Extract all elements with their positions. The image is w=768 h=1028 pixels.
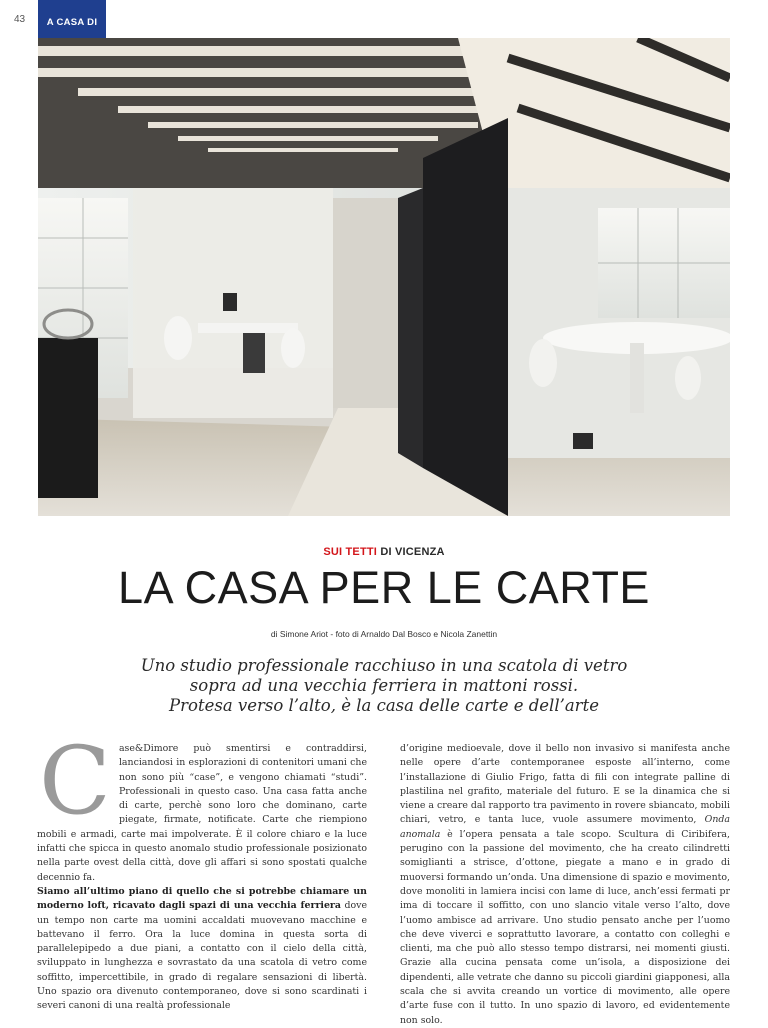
section-label: A CASA DI <box>46 17 98 28</box>
section-tab <box>38 0 106 38</box>
paragraph-art <box>400 742 730 1028</box>
kicker-highlight: SUI TETTI <box>323 546 378 558</box>
page-number: 43 <box>14 14 26 25</box>
deck-line-1: Uno studio professionale racchiuso in una scatola di vetro <box>140 656 628 675</box>
article-byline: di Simone Ariot - foto di Arnaldo Dal Bosco e Nicola Zanettin <box>270 629 498 639</box>
body-column-right <box>400 742 730 1028</box>
article-title: LA CASA PER LE CARTE <box>118 562 650 613</box>
paragraph-intro: ase&Dimore può smentirsi e contraddirsi, lanciandosi in esplorazioni di contenitori umani che non sono più “case”, e vengono chiamati “studi”. Professionali in questo caso. Una casa fatta anche di carte, perchè sono loro che dominano, carte piegate, firmate, notificate. Carte che riempiono mobili e armadi, carte mai impolverate. È il colore chiaro e la luce infatti che spicca in questo anomalo studio professionale posizionato nella parte ovest della città, dove gli affari si sono spostati qualche decennio fa. <box>37 743 367 883</box>
body-column-left <box>37 727 367 1014</box>
paragraph-art-text-b: è l’opera pensata a tale scopo. Scultura di Ciribifera, perugino con la passione del movimento, che ha creato cilindretti somiglianti a strisce, d’ottone, piegate a mano e in grado di muoversi formando un’onda. Una dimensione di spazio e movimento, dove monoliti in lamiera incisi con lame di luce, anch’essi fermati pr ima di toccare il soffitto, con uno slancio vitale verso l’alto, dove l’uomo ambisce ad arrivare. Uno studio pensato anche per l’uomo che deve viverci e soprattutto lavorare, a contatto con colleghi e clienti, ma che può allo stesso tempo distrarsi, nei momenti giusti. Grazie alla cucina pensata come un’isola, a disposizione dei dipendenti, alle vetrate che danno su piccoli giardini giapponesi, alla scala che si avvita creando un vortice di movimento, alle opere d’arte fuse con il tutto. In uno spazio di lavoro, ed evidentemente non solo. <box>400 828 730 1026</box>
paragraph-loft-text: dove un tempo non carte ma uomini accaldati muovevano macchine e battevano il ferro. Ora la luce domina in questa sorta di parallelepipedo a due piani, a contatto con il cielo della città, sviluppato in lunghezza e sovrastato da una scatola di vetro come soffitto, impercettibile, in grado di regalare sensazioni di libertà. Uno spazio ora divenuto contemporaneo, dove si sono scardinati i severi canoni di una realtà professionale <box>37 900 367 1012</box>
artwork-title: Onda anomala <box>400 814 730 840</box>
paragraph-art-text-a: d’origine medioevale, dove il bello non invasivo si manifesta anche nelle opere d’arte contemporanee esposte all’interno, come l’installazione di Giulio Frigo, fatta di fili con integrate palline di plastilina nel grafito, materiale del futuro. E se la dinamica che si viene a creare dal rapporto tra pavimento in rovere sbiancato, mobili chiari, vetro, e tanta luce, vuole assumere movimento, <box>400 743 730 826</box>
article-kicker <box>0 546 768 558</box>
drop-cap: C <box>39 727 111 836</box>
office-interior-photo <box>38 38 730 516</box>
paragraph-lead-bold: Siamo all’ultimo piano di quello che si potrebbe chiamare un moderno loft, ricavato dagli spazi di una vecchia ferriera <box>37 885 367 912</box>
paragraph-loft <box>37 885 367 1014</box>
kicker-rest: DI VICENZA <box>380 546 445 558</box>
deck-line-2: sopra ad una vecchia ferriera in mattoni rossi. <box>189 676 579 695</box>
deck-line-3: Protesa verso l’alto, è la casa delle carte e dell’arte <box>169 696 599 715</box>
article-deck <box>0 656 768 716</box>
